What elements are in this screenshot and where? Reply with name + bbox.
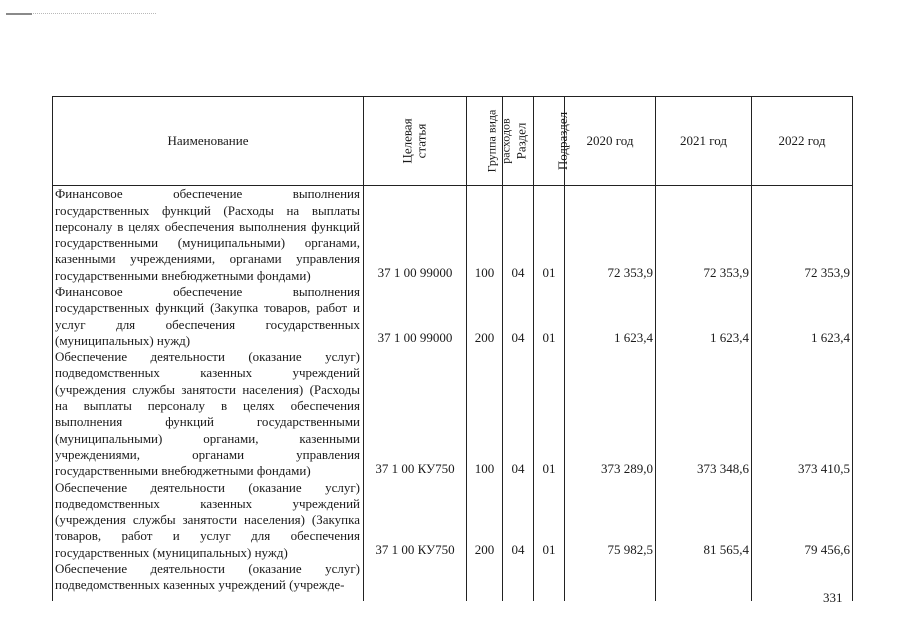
row-section (503, 561, 534, 601)
row-subsection: 01 (534, 284, 565, 349)
row-2021: 72 353,9 (656, 186, 752, 285)
row-2020 (565, 561, 656, 601)
row-target: 37 1 00 99000 (364, 186, 467, 285)
table-row (53, 480, 853, 561)
table-row (53, 349, 853, 479)
table-header-row (53, 97, 853, 186)
row-target: 37 1 00 99000 (364, 284, 467, 349)
row-group (467, 561, 503, 601)
row-group: 200 (467, 480, 503, 561)
col-header-target: Целевая статья (364, 97, 467, 186)
row-2020: 72 353,9 (565, 186, 656, 285)
row-2022: 72 353,9 (752, 186, 853, 285)
row-section: 04 (503, 349, 534, 479)
row-target: 37 1 00 КУ750 (364, 349, 467, 479)
row-name: Обеспечение деятельности (оказание услуг) подведомственных казенных учреждений (учрежде- (53, 561, 364, 601)
row-name: Финансовое обеспечение выполнения государственных функций (Расходы на выплаты персоналу в целях обеспечения выполнения функций государственными (муниципальными) органами, казенными учреждениями, органами управления государственными внебюджетными фондами) (53, 186, 364, 285)
row-2020: 373 289,0 (565, 349, 656, 479)
row-group: 200 (467, 284, 503, 349)
row-section: 04 (503, 186, 534, 285)
row-2021: 1 623,4 (656, 284, 752, 349)
row-name: Обеспечение деятельности (оказание услуг) подведомственных казенных учреждений (учреждения службы занятости населения) (Закупка товаров, работ и услуг для обеспечения государственных (муниципальных) нужд) (53, 480, 364, 561)
col-header-name: Наименование (53, 97, 364, 186)
row-2022: 1 623,4 (752, 284, 853, 349)
row-subsection (534, 561, 565, 601)
row-2021: 373 348,6 (656, 349, 752, 479)
budget-table (52, 96, 852, 593)
row-section: 04 (503, 480, 534, 561)
row-group: 100 (467, 349, 503, 479)
col-header-2020: 2020 год (565, 97, 656, 186)
row-subsection: 01 (534, 186, 565, 285)
row-subsection: 01 (534, 480, 565, 561)
col-header-2022: 2022 год (752, 97, 853, 186)
row-2022: 373 410,5 (752, 349, 853, 479)
row-section: 04 (503, 284, 534, 349)
col-header-group: Группа вида расходов (467, 97, 503, 186)
row-group: 100 (467, 186, 503, 285)
table-row (53, 561, 853, 601)
scan-artifact (6, 13, 156, 17)
row-subsection: 01 (534, 349, 565, 479)
row-name: Финансовое обеспечение выполнения государственных функций (Закупка товаров, работ и услуг для обеспечения государственных (муниципальных) нужд) (53, 284, 364, 349)
row-2021: 81 565,4 (656, 480, 752, 561)
row-target: 37 1 00 КУ750 (364, 480, 467, 561)
row-target (364, 561, 467, 601)
row-2020: 75 982,5 (565, 480, 656, 561)
table-row (53, 186, 853, 285)
row-2020: 1 623,4 (565, 284, 656, 349)
row-name: Обеспечение деятельности (оказание услуг) подведомственных казенных учреждений (учреждения службы занятости населения) (Расходы на выплаты персоналу в целях обеспечения выполнения функций государственными (муниципальными) органами, казенными учреждениями, органами управления государственными внебюджетными фондами) (53, 349, 364, 479)
col-header-2021: 2021 год (656, 97, 752, 186)
row-2022: 79 456,6 (752, 480, 853, 561)
table-row (53, 284, 853, 349)
page-number: 331 (823, 590, 843, 605)
col-header-section: Раздел (503, 97, 534, 186)
row-2021 (656, 561, 752, 601)
col-header-subsection: Подраздел (534, 97, 565, 186)
